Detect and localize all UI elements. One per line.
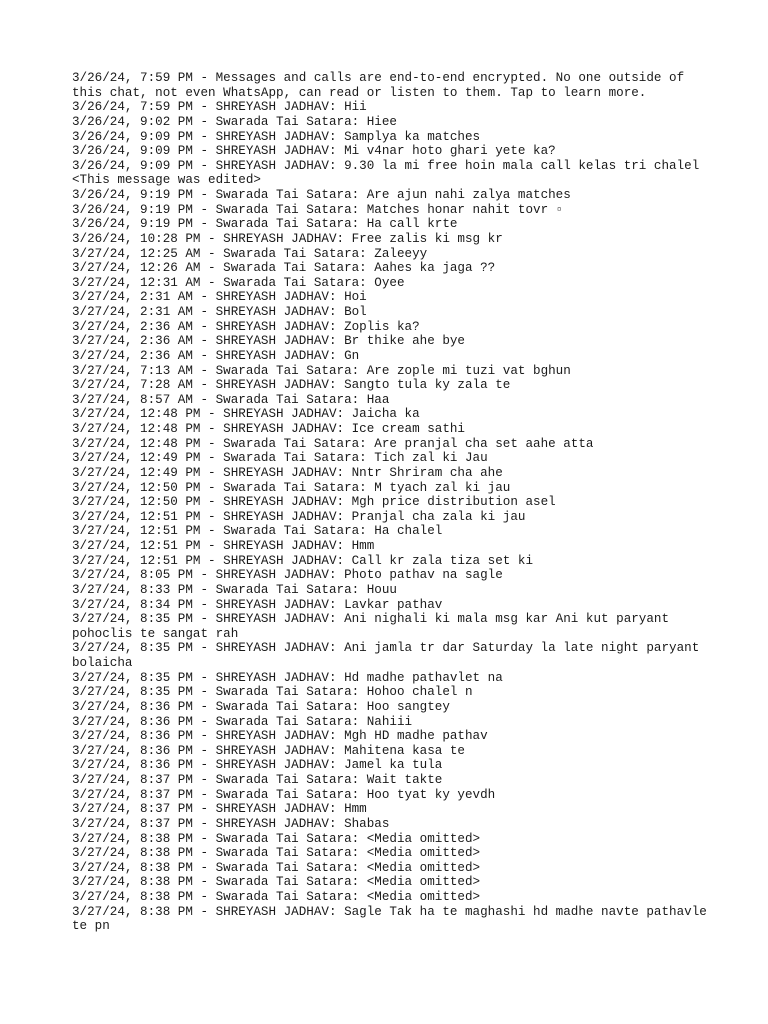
chat-export-log [72,71,715,934]
chat-message-line: 3/27/24, 8:38 PM - Swarada Tai Satara: <Media omitted> [72,875,481,890]
chat-message-line: 3/27/24, 8:36 PM - SHREYASH JADHAV: Jamel ka tula [72,758,443,773]
chat-message-line: 3/27/24, 12:51 PM - Swarada Tai Satara: Ha chalel [72,524,443,539]
chat-message-line: 3/26/24, 9:19 PM - Swarada Tai Satara: Matches honar nahit tovr ▫ [72,202,564,217]
chat-message-line: 3/26/24, 7:59 PM - Messages and calls are end-to-end encrypted. No one outside of this chat, not even WhatsApp, can read or listen to them. Tap to learn more. [72,71,692,100]
chat-message-line: 3/27/24, 2:36 AM - SHREYASH JADHAV: Br thike ahe bye [72,334,465,349]
chat-message-line: 3/27/24, 8:38 PM - Swarada Tai Satara: <Media omitted> [72,860,481,875]
chat-message-line: 3/27/24, 8:05 PM - SHREYASH JADHAV: Photo pathav na sagle [72,568,503,583]
chat-message-line: 3/27/24, 12:48 PM - Swarada Tai Satara: Are pranjal cha set aahe atta [72,436,594,451]
chat-message-line: 3/27/24, 8:38 PM - Swarada Tai Satara: <Media omitted> [72,846,481,861]
chat-message-line: 3/27/24, 8:33 PM - Swarada Tai Satara: Houu [72,582,397,597]
chat-message-line: 3/27/24, 12:48 PM - SHREYASH JADHAV: Ice cream sathi [72,422,465,436]
chat-message-line: 3/26/24, 9:09 PM - SHREYASH JADHAV: Samplya ka matches [72,129,481,144]
chat-message-line: 3/27/24, 8:36 PM - SHREYASH JADHAV: Mgh HD madhe pathav [72,729,488,744]
chat-message-line: 3/27/24, 8:35 PM - SHREYASH JADHAV: Ani jamla tr dar Saturday la late night paryant bolaicha [72,641,707,670]
chat-message-line: 3/27/24, 12:31 AM - Swarada Tai Satara: Oyee [72,275,405,290]
chat-message-line: 3/27/24, 12:49 PM - SHREYASH JADHAV: Nntr Shriram cha ahe [72,465,503,480]
chat-message-line: 3/27/24, 8:34 PM - SHREYASH JADHAV: Lavkar pathav [72,597,443,612]
chat-message-line: 3/27/24, 8:35 PM - SHREYASH JADHAV: Ani nighali ki mala msg kar Ani kut paryant pohoclis te sangat rah [72,612,677,641]
chat-message-line: 3/27/24, 12:49 PM - Swarada Tai Satara: Tich zal ki Jau [72,451,488,466]
chat-message-line: 3/26/24, 10:28 PM - SHREYASH JADHAV: Free zalis ki msg kr [72,231,503,246]
chat-message-line: 3/27/24, 2:31 AM - SHREYASH JADHAV: Hoi [72,290,367,305]
chat-message-line: 3/27/24, 12:51 PM - SHREYASH JADHAV: Hmm [72,539,375,553]
chat-message-line: 3/27/24, 12:50 PM - SHREYASH JADHAV: Mgh price distribution asel [72,495,556,510]
chat-message-line: 3/27/24, 8:37 PM - Swarada Tai Satara: Hoo tyat ky yevdh [72,787,496,802]
chat-message-line: 3/27/24, 12:51 PM - SHREYASH JADHAV: Pranjal cha zala ki jau [72,509,526,524]
chat-message-line: 3/26/24, 9:02 PM - Swarada Tai Satara: Hiee [72,114,397,129]
chat-message-line: 3/26/24, 9:09 PM - SHREYASH JADHAV: 9.30 la mi free hoin mala call kelas tri chalel <This message was edited> [72,158,707,188]
chat-message-line: 3/27/24, 8:38 PM - Swarada Tai Satara: <Media omitted> [72,890,481,904]
chat-message-line: 3/26/24, 9:09 PM - SHREYASH JADHAV: Mi v4nar hoto ghari yete ka? [72,144,556,159]
chat-message-line: 3/27/24, 8:38 PM - Swarada Tai Satara: <Media omitted> [72,831,481,846]
chat-message-line: 3/27/24, 8:35 PM - SHREYASH JADHAV: Hd madhe pathavlet na [72,670,503,685]
chat-message-line: 3/27/24, 7:13 AM - Swarada Tai Satara: Are zople mi tuzi vat bghun [72,363,571,378]
chat-message-line: 3/26/24, 7:59 PM - SHREYASH JADHAV: Hii [72,100,367,115]
chat-message-line: 3/27/24, 2:31 AM - SHREYASH JADHAV: Bol [72,305,367,319]
chat-message-line: 3/27/24, 12:48 PM - SHREYASH JADHAV: Jaicha ka [72,407,420,422]
chat-message-line: 3/27/24, 12:50 PM - Swarada Tai Satara: M tyach zal ki jau [72,480,511,495]
chat-message-line: 3/27/24, 2:36 AM - SHREYASH JADHAV: Zoplis ka? [72,319,420,334]
chat-message-line: 3/27/24, 2:36 AM - SHREYASH JADHAV: Gn [72,348,360,363]
chat-message-line: 3/27/24, 8:38 PM - SHREYASH JADHAV: Sagle Tak ha te maghashi hd madhe navte pathavle te pn [72,904,715,934]
chat-message-line: 3/27/24, 12:25 AM - Swarada Tai Satara: Zaleeyy [72,246,428,261]
chat-message-line: 3/27/24, 8:37 PM - Swarada Tai Satara: Wait takte [72,773,443,787]
chat-message-line: 3/27/24, 8:36 PM - Swarada Tai Satara: Nahiii [72,714,413,729]
chat-message-line: 3/26/24, 9:19 PM - Swarada Tai Satara: Are ajun nahi zalya matches [72,188,571,202]
chat-message-line: 3/27/24, 8:37 PM - SHREYASH JADHAV: Shabas [72,816,390,831]
chat-message-line: 3/27/24, 8:36 PM - Swarada Tai Satara: Hoo sangtey [72,699,450,714]
chat-message-line: 3/27/24, 8:37 PM - SHREYASH JADHAV: Hmm [72,802,367,817]
chat-message-line: 3/27/24, 12:26 AM - Swarada Tai Satara: Aahes ka jaga ?? [72,261,496,276]
chat-message-line: 3/26/24, 9:19 PM - Swarada Tai Satara: Ha call krte [72,217,458,232]
chat-message-line: 3/27/24, 12:51 PM - SHREYASH JADHAV: Call kr zala tiza set ki [72,553,534,568]
chat-message-line: 3/27/24, 7:28 AM - SHREYASH JADHAV: Sangto tula ky zala te [72,378,511,393]
chat-message-line: 3/27/24, 8:35 PM - Swarada Tai Satara: Hohoo chalel n [72,685,473,700]
chat-message-line: 3/27/24, 8:36 PM - SHREYASH JADHAV: Mahitena kasa te [72,743,465,758]
chat-message-line: 3/27/24, 8:57 AM - Swarada Tai Satara: Haa [72,392,390,407]
